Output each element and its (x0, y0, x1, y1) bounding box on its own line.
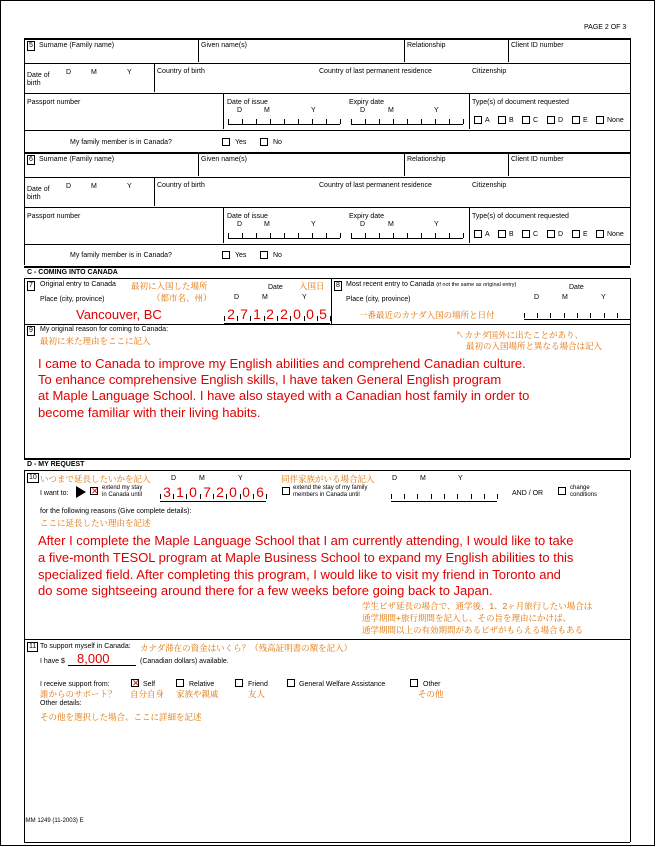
extend-family-checkbox[interactable] (282, 487, 290, 495)
original-entry-label: Original entry to Canada (40, 281, 116, 288)
doc-a-label: A (485, 231, 490, 238)
reason-line[interactable]: become familiar with their living habits. (38, 405, 261, 420)
given-name-label: Given name(s) (201, 156, 247, 163)
stay-date-digit[interactable]: 3 (163, 484, 171, 500)
doc-b-checkbox[interactable] (498, 116, 506, 124)
doc-b-label: B (509, 231, 514, 238)
item-number: 10 (29, 474, 37, 481)
extend-stay-line-2: in Canada until (102, 491, 143, 498)
in-canada-no-checkbox[interactable] (260, 138, 268, 146)
dob-day-label: D (66, 183, 72, 190)
request-line[interactable]: specialized field. After completing this program, I would like to visit my friend in Toronto and (38, 567, 561, 582)
dob-label: Date of birth (27, 186, 50, 201)
support-other-checkbox[interactable] (410, 679, 418, 687)
doc-d-label: D (558, 117, 564, 124)
relative-label: Relative (189, 681, 215, 688)
doc-e-label: E (583, 231, 588, 238)
in-canada-yes-checkbox[interactable] (222, 251, 230, 259)
form-id: IMM 1249 (11-2003) E (24, 818, 84, 824)
extend-family-line-1: extend the stay of my family (293, 485, 368, 491)
extend-stay-label (102, 485, 142, 498)
note-place-2: （都市名、州） (152, 293, 212, 303)
doc-none-checkbox[interactable] (596, 116, 604, 124)
issue-year-label: Y (311, 107, 316, 114)
dob-month-label: M (91, 69, 97, 76)
doc-a-label: A (485, 117, 490, 124)
reason-line[interactable]: at Maple Language School. I have also stayed with a Canadian host family in order to (38, 388, 530, 403)
doc-none-label: None (607, 117, 624, 124)
relationship-label: Relationship (407, 156, 446, 163)
item-number: 5 (29, 42, 33, 49)
doc-types-label: Type(s) of document requested (472, 213, 569, 220)
doc-d-label: D (558, 231, 564, 238)
support-welfare-checkbox[interactable] (287, 679, 295, 687)
doc-d-checkbox[interactable] (547, 230, 555, 238)
date-issue-label: Date of issue (227, 213, 268, 220)
stay-date-digit[interactable]: 0 (189, 484, 197, 500)
note-friend: 友人 (248, 689, 266, 699)
entry-date-digit[interactable]: 7 (240, 306, 248, 322)
entry-day-label: D (234, 294, 240, 301)
recent-entry-text: Most recent entry to Canada (346, 281, 435, 288)
dob-year-label: Y (127, 69, 132, 76)
family-until-day-label: D (392, 475, 398, 482)
item-number: 9 (29, 327, 33, 334)
issue-month-label: M (264, 221, 270, 228)
reason-label: My original reason for coming to Canada: (40, 326, 169, 333)
note-until: いつまで延長したいかを記入 (40, 474, 151, 484)
family-until-year-label: Y (458, 475, 463, 482)
receive-support-label: I receive support from: (40, 681, 110, 688)
self-label: Self (143, 681, 156, 688)
relationship-label: Relationship (407, 42, 446, 49)
dob-label: Date of birth (27, 72, 50, 87)
i-have-label: I have $ (40, 658, 65, 665)
note-who: 誰からのサポート？ (40, 689, 117, 699)
doc-none-checkbox[interactable] (596, 230, 604, 238)
date-label: Date (268, 284, 283, 291)
country-residence-label: Country of last permanent residence (319, 68, 432, 75)
note-relative: 家族や親戚 (176, 689, 219, 699)
in-canada-label: My family member is in Canada? (70, 139, 172, 146)
country-residence-label: Country of last permanent residence (319, 182, 432, 189)
stay-date-digit[interactable]: 0 (242, 484, 250, 500)
request-line[interactable]: do some sightseeing around there for a few weeks before going back to Japan. (38, 583, 493, 598)
recent-month-label: M (562, 294, 568, 301)
no-label: No (273, 139, 282, 146)
request-line[interactable]: After I complete the Maple Language School that I am currently attending, I would like to take (38, 533, 574, 548)
in-canada-label: My family member is in Canada? (70, 252, 172, 259)
dob-year-label: Y (127, 183, 132, 190)
entry-date-digit[interactable]: 2 (280, 306, 288, 322)
no-label: No (273, 252, 282, 259)
expiry-label: Expiry date (349, 213, 385, 220)
other-label: Other (423, 681, 441, 688)
entry-date-digit[interactable]: 1 (253, 306, 261, 322)
extend-family-label (293, 485, 367, 498)
doc-e-label: E (583, 117, 588, 124)
doc-a-checkbox[interactable] (474, 116, 482, 124)
change-line-1: change (570, 485, 590, 491)
expiry-month-label: M (388, 221, 394, 228)
place-label: Place (city, province) (40, 296, 105, 303)
check-x-icon: ✕ (91, 486, 99, 496)
issue-year-label: Y (311, 221, 316, 228)
stay-date-digit[interactable]: 7 (203, 484, 211, 500)
support-label: To support myself in Canada: (40, 643, 131, 650)
note-recent: 一番最近のカナダ入国の場所と日付 (359, 310, 495, 320)
surname-label: Surname (Family name) (39, 156, 115, 163)
citizenship-label: Citizenship (472, 182, 507, 189)
section-d-title: D - MY REQUEST (27, 461, 85, 468)
and-or-label: AND / OR (512, 490, 544, 497)
entry-date-digit[interactable]: 0 (306, 306, 314, 322)
note-arrow-1: ↖カナダ国外に出たことがあり、 (456, 330, 584, 340)
request-line[interactable]: a five-month TESOL program at Maple Business School to expand my English abilities to this (38, 550, 574, 565)
item-number: 6 (29, 156, 33, 163)
page-number: PAGE 2 OF 3 (584, 24, 627, 31)
entry-date-digit[interactable]: 0 (293, 306, 301, 322)
doc-a-checkbox[interactable] (474, 230, 482, 238)
other-details-label: Other details: (40, 700, 82, 707)
entry-date-digit[interactable]: 5 (319, 306, 327, 322)
yes-label: Yes (235, 139, 247, 146)
extend-stay-line-1: extend my stay (102, 485, 143, 491)
stay-date-digit[interactable]: 0 (229, 484, 237, 500)
recent-entry-note: (if not the same as original entry) (436, 282, 517, 288)
doc-b-label: B (509, 117, 514, 124)
change-conditions-checkbox[interactable] (558, 487, 566, 495)
reason-line[interactable]: To enhance comprehensive English skills, I have taken General English program (38, 372, 502, 387)
country-birth-label: Country of birth (157, 182, 205, 189)
entry-month-label: M (262, 294, 268, 301)
citizenship-label: Citizenship (472, 68, 507, 75)
entry-date-digit[interactable]: 2 (266, 306, 274, 322)
in-canada-yes-checkbox[interactable] (222, 138, 230, 146)
doc-e-checkbox[interactable] (572, 116, 580, 124)
entry-year-label: Y (302, 294, 307, 301)
change-line-2: conditions (570, 491, 598, 498)
date-issue-label: Date of issue (227, 99, 268, 106)
change-conditions-label (570, 485, 597, 498)
recent-year-label: Y (601, 294, 606, 301)
amount-value[interactable]: 8,000 (77, 651, 110, 666)
extend-family-line-2: members in Canada until (293, 491, 360, 498)
entry-date-digit[interactable]: 2 (227, 306, 235, 322)
recent-day-label: D (534, 294, 540, 301)
client-id-label: Client ID number (511, 42, 564, 49)
family-until-month-label: M (420, 475, 426, 482)
doc-c-checkbox[interactable] (522, 116, 530, 124)
note-student-1: 学生ビザ延長の場合で、通学後、1、2ヶ月旅行したい場合は (362, 601, 593, 611)
until-month-label: M (199, 475, 205, 482)
doc-d-checkbox[interactable] (547, 116, 555, 124)
doc-c-checkbox[interactable] (522, 230, 530, 238)
given-name-label: Given name(s) (201, 42, 247, 49)
note-student-3: 通学期間以上の有効期間があるビザがもらえる場合もある (362, 625, 584, 635)
support-friend-checkbox[interactable] (235, 679, 243, 687)
original-entry-place-value[interactable]: Vancouver, BC (76, 307, 162, 322)
yes-label: Yes (235, 252, 247, 259)
welfare-label: General Welfare Assistance (299, 681, 386, 688)
doc-b-checkbox[interactable] (498, 230, 506, 238)
note-reason: 最初に来た理由をここに記入 (40, 336, 151, 346)
issue-day-label: D (237, 107, 243, 114)
stay-date-digit[interactable]: 6 (256, 484, 264, 500)
stay-date-digit[interactable]: 2 (216, 484, 224, 500)
note-self: 自分自身 (130, 689, 165, 699)
passport-label: Passport number (27, 213, 81, 220)
reason-line[interactable]: I came to Canada to improve my English abilities and comprehend Canadian culture. (38, 356, 526, 371)
support-relative-checkbox[interactable] (176, 679, 184, 687)
dob-month-label: M (91, 183, 97, 190)
expiry-year-label: Y (434, 107, 439, 114)
item-number: 7 (29, 282, 33, 289)
currency-label: (Canadian dollars) available. (140, 658, 229, 665)
expiry-year-label: Y (434, 221, 439, 228)
doc-e-checkbox[interactable] (572, 230, 580, 238)
note-date: 入国日 (299, 281, 325, 291)
doc-c-label: C (533, 231, 539, 238)
until-year-label: Y (238, 475, 243, 482)
doc-types-label: Type(s) of document requested (472, 99, 569, 106)
note-student-2: 通学期間+旅行期間を記入し、その旨を理由にかけば、 (362, 613, 571, 623)
doc-none-label: None (607, 231, 624, 238)
following-reasons-label: for the following reasons (Give complete details): (40, 508, 192, 515)
note-family: 同伴家族がいる場合記入 (281, 474, 375, 484)
passport-label: Passport number (27, 99, 81, 106)
note-reasons: ここに延長したい理由を記述 (40, 518, 151, 528)
in-canada-no-checkbox[interactable] (260, 251, 268, 259)
issue-day-label: D (237, 221, 243, 228)
stay-date-digit[interactable]: 1 (176, 484, 184, 500)
i-want-to-label: I want to: (40, 490, 69, 497)
note-other: その他 (418, 689, 444, 699)
item-number: 11 (29, 643, 37, 650)
doc-c-label: C (533, 117, 539, 124)
note-funds: カナダ滞在の資金はいくら？（残高証明書の額を記入） (140, 643, 353, 653)
expiry-day-label: D (360, 107, 366, 114)
expiry-label: Expiry date (349, 99, 385, 106)
client-id-label: Client ID number (511, 156, 564, 163)
note-other-details: その他を選択した場合、ここに詳細を記述 (40, 712, 202, 722)
expiry-month-label: M (388, 107, 394, 114)
recent-entry-label (346, 281, 516, 289)
expiry-day-label: D (360, 221, 366, 228)
note-arrow-2: 最初の入国場所と異なる場合は記入 (466, 341, 603, 351)
issue-month-label: M (264, 107, 270, 114)
dob-day-label: D (66, 69, 72, 76)
friend-label: Friend (248, 681, 268, 688)
item-number: 8 (336, 282, 340, 289)
recent-date-label: Date (569, 284, 584, 291)
surname-label: Surname (Family name) (39, 42, 115, 49)
pointer-arrow-icon (76, 486, 86, 498)
section-c-title: C - COMING INTO CANADA (27, 269, 118, 276)
recent-place-label: Place (city, province) (346, 296, 411, 303)
until-day-label: D (171, 475, 177, 482)
note-place: 最初に入国した場所 (131, 281, 208, 291)
country-birth-label: Country of birth (157, 68, 205, 75)
check-x-icon: ✕ (132, 678, 140, 688)
